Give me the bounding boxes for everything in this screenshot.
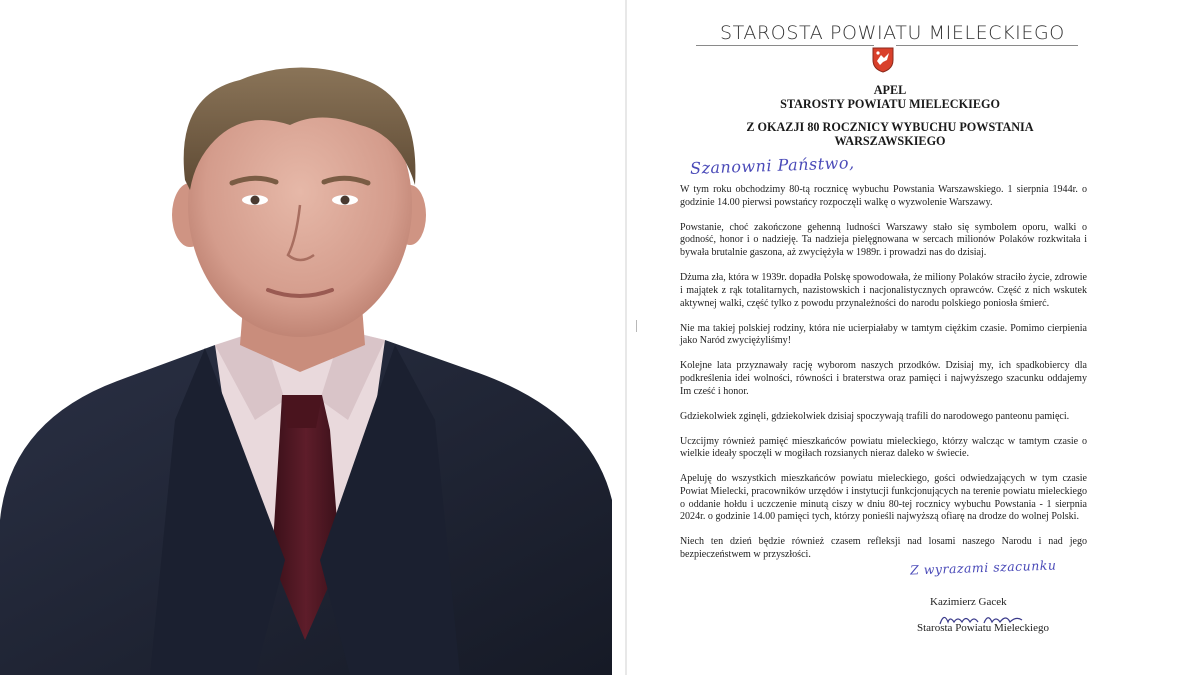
appeal-title — [680, 83, 1100, 111]
paragraph: Dżuma zła, która w 1939r. dopadła Polskę spowodowała, że miliony Polaków straciło życie, zdrowie i majątek z rąk totalitarnych, nazistowskich i nacjonalistycznych oprawców. Część z nich wskutek aktywnej walki, część tylko z powodu przynależności do narodu polskiego poniosła śmierć. — [680, 272, 1087, 309]
handwritten-salutation: Szanowni Państwo, — [689, 153, 855, 178]
appeal-letter — [640, 0, 1200, 675]
panel-divider — [625, 0, 627, 675]
signer-name: Kazimierz Gacek — [930, 596, 1007, 608]
appeal-subtitle — [680, 120, 1100, 148]
paragraph: Gdziekolwiek zginęli, gdziekolwiek dzisiaj spoczywają trafili do narodowego panteonu pamięci. — [680, 410, 1070, 422]
title-line-appeal: APEL — [873, 83, 907, 97]
subtitle-line-1: Z OKAZJI 80 ROCZNICY WYBUCHU POWSTANIA — [746, 120, 1034, 134]
paragraph: Niech ten dzień będzie również czasem refleksji nad losami naszego Narodu i nad jego bezpieczeństwem w przyszłości. — [680, 536, 1087, 561]
paragraph: Kolejne lata przyznawały rację wyborom naszych przodków. Dzisiaj my, ich spadkobiercy dla podkreślenia idei wolności, równości i braterstwa oraz pamięci i najwyższego szacunku oddajemy Im cześć i honor. — [680, 360, 1087, 397]
coat-of-arms-icon — [872, 47, 894, 73]
handwritten-closing: Z wyrazami szacunku — [909, 557, 1057, 578]
paragraph: Apeluję do wszystkich mieszkańców powiatu mieleckiego, gości odwiedzających w tym czasie Powiat Mielecki, pracowników urzędów i instytucji funkcjonujących na terenie powiatu mieleckiego o oddanie hołdu i uczczenie minutą ciszy w dniu 80-tej rocznicy wybuchu Powstania - 1 sierpnia 2024r. o godzinie 14.00 pamięci tych, którzy ponieśli najwyższą ofiarę na drodze do wolnej Polski. — [680, 473, 1087, 523]
paragraph: Nie ma takiej polskiej rodziny, która nie ucierpiałaby w tamtym ciężkim czasie. Pomimo cierpienia jako Naród zwyciężyliśmy! — [680, 322, 1087, 347]
paragraph: Powstanie, choć zakończone gehenną ludności Warszawy stało się symbolem oporu, walki o godność, honor i o nadzieję. Ta nadzieja pielęgnowana w sercach milionów Polaków rozkwitała i bywała brutalnie gaszona, aż zwyciężyła w 1989r. i prowadzi nas do dzisiaj. — [680, 221, 1087, 259]
signer-title: Starosta Powiatu Mieleckiego — [917, 622, 1049, 634]
letterhead-rule-right — [896, 45, 1078, 46]
letterhead-rule-left — [696, 45, 874, 46]
paragraph: Uczcijmy również pamięć mieszkańców powiatu mieleckiego, którzy walcząc w tamtym czasie o wielkie ideały spoczęli w mogiłach rozsianych nieraz daleko w świecie. — [680, 435, 1087, 460]
scan-mark — [636, 320, 637, 332]
paragraph: W tym roku obchodzimy 80-tą rocznicę wybuchu Powstania Warszawskiego. 1 sierpnia 1944r. o godzinie 14.00 pierwsi powstańcy rozpoczęli walkę o wyzwolenie Warszawy. — [680, 184, 1087, 208]
letter-body — [680, 184, 1087, 574]
title-line-starosta: STAROSTY POWIATU MIELECKIEGO — [780, 97, 1000, 111]
letterhead-title: STAROSTA POWIATU MIELECKIEGO — [720, 22, 1065, 44]
subtitle-line-2: WARSZAWSKIEGO — [834, 134, 946, 148]
